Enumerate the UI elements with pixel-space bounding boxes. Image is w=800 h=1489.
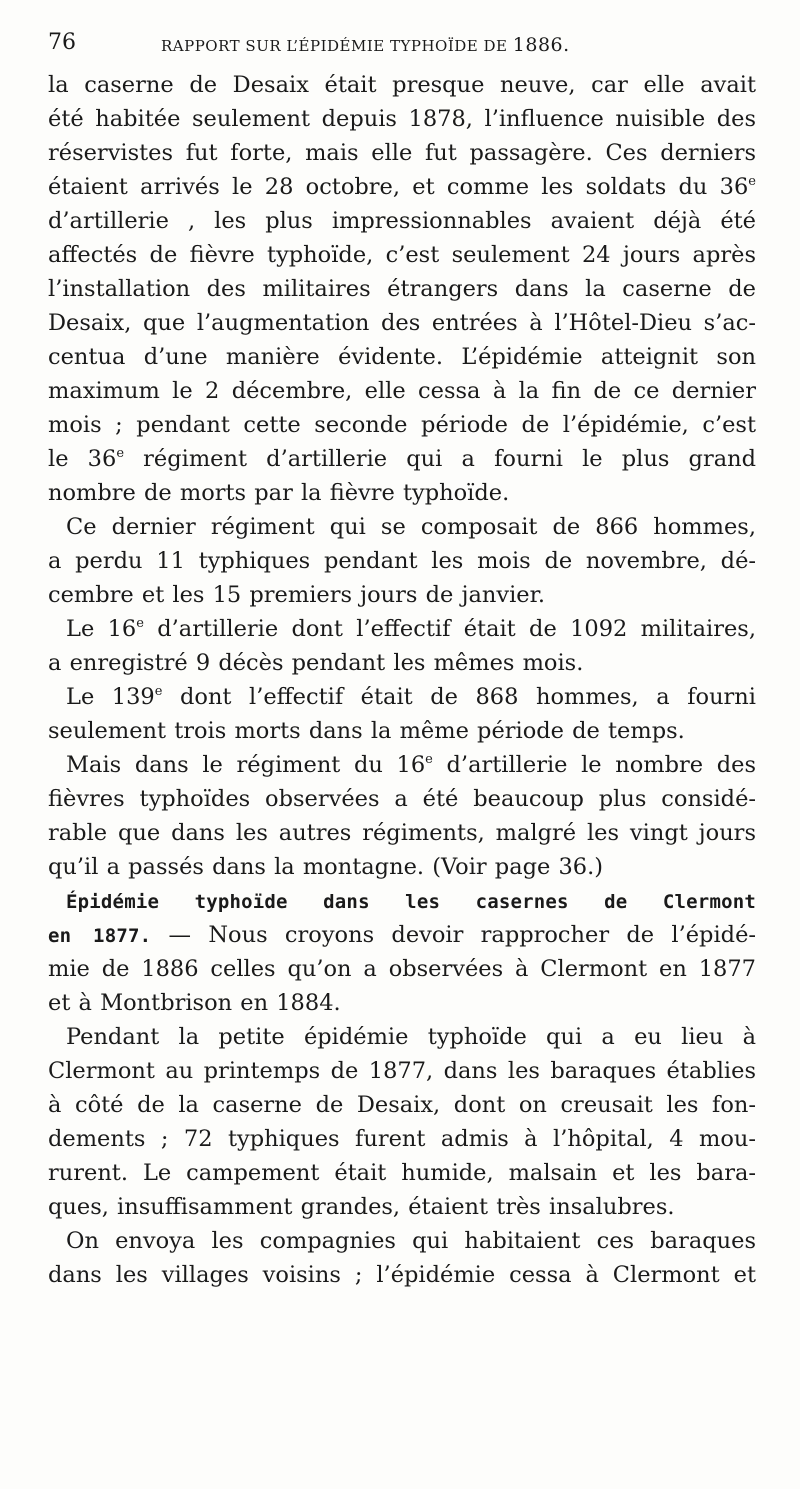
- line-text: seulement trois morts dans la même période de temps.: [48, 718, 685, 744]
- line-text: étaient arrivés le 28 octobre, et comme les soldats du 36: [48, 174, 749, 200]
- line-text: Desaix, que l’augmentation des entrées à l’Hôtel-Dieu s’ac-: [48, 310, 756, 336]
- text-line: [48, 578, 756, 612]
- line-text: ques, insuffisamment grandes, étaient très insalubres.: [48, 1194, 675, 1220]
- text-line: [48, 1156, 756, 1190]
- running-head: [161, 34, 570, 56]
- line-text: rurent. Le campement était humide, malsain et les bara-: [48, 1160, 756, 1186]
- line-text: Le 16: [66, 616, 137, 642]
- line-text: et à Montbrison en 1884.: [48, 990, 341, 1016]
- line-text: d’artillerie , les plus impressionnables avaient déjà été: [48, 208, 756, 234]
- section-heading: en 1877.: [48, 925, 152, 947]
- line-text: Mais dans le régiment du 16: [66, 752, 426, 778]
- text-line: [48, 1224, 756, 1258]
- text-line: [48, 680, 756, 714]
- line-text: mois ; pendant cette seconde période de l’épidémie, c’est: [48, 412, 756, 438]
- line-text: — Nous croyons devoir rapprocher de l’épidé-: [151, 922, 756, 948]
- superscript: e: [154, 684, 163, 699]
- section-heading: Épidémie typhoïde dans les casernes de Clermont: [66, 891, 756, 913]
- text-line: [48, 748, 756, 782]
- line-text: réservistes fut forte, mais elle fut passagère. Ces derniers: [48, 140, 756, 166]
- text-line: [48, 442, 756, 476]
- text-line: [48, 204, 756, 238]
- line-text: Clermont au printemps de 1877, dans les baraques établies: [48, 1058, 756, 1084]
- line-text: Pendant la petite épidémie typhoïde qui a eu lieu à: [66, 1024, 756, 1050]
- line-text: rable que dans les autres régiments, malgré les vingt jours: [48, 820, 756, 846]
- line-text-after: régiment d’artillerie qui a fourni le plus grand: [124, 446, 757, 472]
- text-line: [48, 306, 756, 340]
- superscript: e: [425, 752, 433, 767]
- line-text: On envoya les compagnies qui habitaient ces baraques: [66, 1228, 756, 1254]
- line-text: l’installation des militaires étrangers dans la caserne de: [48, 276, 756, 302]
- text-line: [48, 646, 756, 680]
- superscript: e: [136, 616, 144, 631]
- text-line: [48, 170, 756, 204]
- text-line: [48, 918, 756, 952]
- text-line: [48, 238, 756, 272]
- body-text: [48, 68, 756, 1292]
- text-line: [48, 476, 756, 510]
- text-line: [48, 408, 756, 442]
- text-line: [48, 782, 756, 816]
- text-line: [48, 714, 756, 748]
- text-line: [48, 1054, 756, 1088]
- line-text: à côté de la caserne de Desaix, dont on creusait les fon-: [48, 1092, 756, 1118]
- text-line: [48, 884, 756, 918]
- line-text: mie de 1886 celles qu’on a observées à Clermont en 1877: [48, 956, 756, 982]
- line-text: dements ; 72 typhiques furent admis à l’hôpital, 4 mou-: [48, 1126, 756, 1152]
- line-text-after: dont l’effectif était de 868 hommes, a fourni: [162, 684, 756, 710]
- line-text: centua d’une manière évidente. L’épidémie atteignit son: [48, 344, 756, 370]
- text-line: [48, 340, 756, 374]
- superscript: e: [748, 174, 756, 189]
- line-text: le 36: [48, 446, 117, 472]
- text-line: [48, 1020, 756, 1054]
- text-line: [48, 510, 756, 544]
- superscript: e: [116, 446, 125, 461]
- text-line: [48, 102, 756, 136]
- text-line: [48, 952, 756, 986]
- page-header: [48, 30, 756, 64]
- line-text: affectés de fièvre typhoïde, c’est seulement 24 jours après: [48, 242, 756, 268]
- line-text: été habitée seulement depuis 1878, l’influence nuisible des: [48, 106, 756, 132]
- text-line: [48, 816, 756, 850]
- line-text: cembre et les 15 premiers jours de janvier.: [48, 582, 546, 608]
- text-line: [48, 612, 756, 646]
- line-text: dans les villages voisins ; l’épidémie cessa à Clermont et: [48, 1262, 756, 1288]
- line-text-after: d’artillerie dont l’effectif était de 1092 militaires,: [143, 616, 756, 642]
- text-line: [48, 850, 756, 884]
- line-text: fièvres typhoïdes observées a été beaucoup plus considé-: [48, 786, 756, 812]
- text-line: [48, 374, 756, 408]
- line-text: Le 139: [66, 684, 155, 710]
- running-head-year: 1886.: [512, 34, 570, 56]
- line-text: a perdu 11 typhiques pendant les mois de novembre, dé-: [48, 548, 756, 574]
- text-line: [48, 986, 756, 1020]
- line-text: maximum le 2 décembre, elle cessa à la fin de ce dernier: [48, 378, 756, 404]
- line-text: la caserne de Desaix était presque neuve, car elle avait: [48, 72, 756, 98]
- line-text: nombre de morts par la fièvre typhoïde.: [48, 480, 510, 506]
- page-number: 76: [48, 30, 76, 55]
- running-head-title: RAPPORT SUR L’ÉPIDÉMIE TYPHOÏDE DE: [161, 37, 508, 55]
- text-line: [48, 136, 756, 170]
- text-line: [48, 1122, 756, 1156]
- line-text: qu’il a passés dans la montagne. (Voir page 36.): [48, 854, 604, 880]
- text-line: [48, 1258, 756, 1292]
- line-text: Ce dernier régiment qui se composait de 866 hommes,: [66, 514, 756, 540]
- text-line: [48, 1190, 756, 1224]
- text-line: [48, 68, 756, 102]
- line-text-after: d’artillerie le nombre des: [432, 752, 757, 778]
- line-text: a enregistré 9 décès pendant les mêmes mois.: [48, 650, 584, 676]
- text-line: [48, 1088, 756, 1122]
- text-line: [48, 272, 756, 306]
- text-line: [48, 544, 756, 578]
